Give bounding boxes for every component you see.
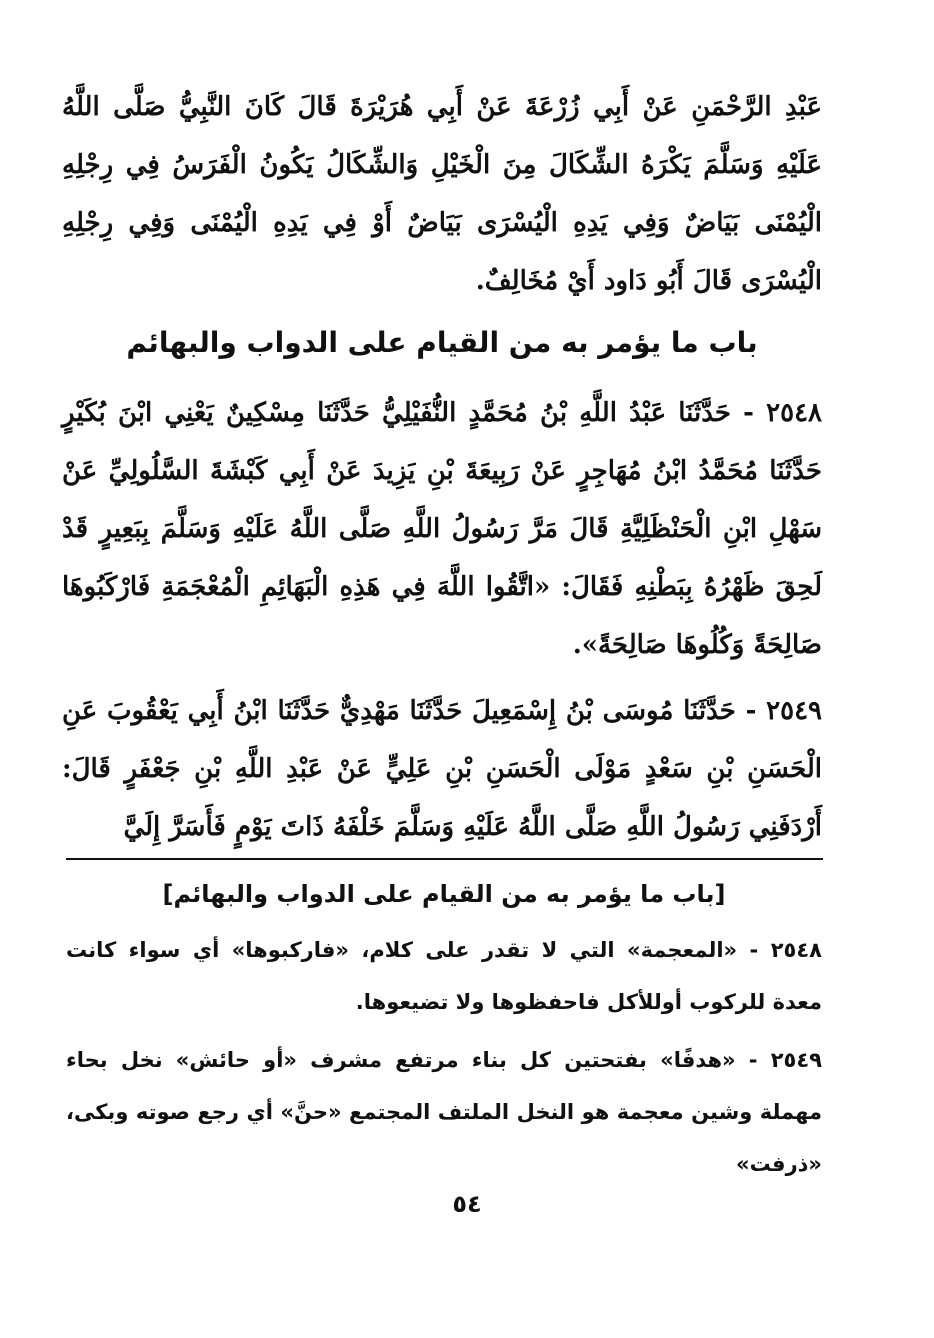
hadith-text: حَدَّثَنَا عَبْدُ اللَّهِ بْنُ مُحَمَّدٍ النُّفَيْلِيُّ حَدَّثَنَا مِسْكِينٌ يَعْنِي ابْنَ بُكَيْرٍ حَدَّثَنَا مُحَمَّدُ ابْنُ مُهَاجِرٍ عَنْ رَبِيعَةَ بْنِ يَزِيدَ عَنْ أَبِي كَبْشَةَ السَّلُولِيِّ عَنْ سَهْلِ ابْنِ الْحَنْظَلِيَّةِ قَالَ مَرَّ رَسُولُ اللَّهِ صَلَّى اللَّهُ عَلَيْهِ وَسَلَّمَ بِبَعِيرٍ قَدْ لَحِقَ ظَهْرُهُ بِبَطْنِهِ فَقَالَ: «اتَّقُوا اللَّهَ فِي هَذِهِ الْبَهَائِمِ الْمُعْجَمَةِ فَارْكَبُوهَا صَالِحَةً وَكُلُوهَا صَالِحَةً». (62, 398, 822, 660)
hadith-number: ٢٥٤٨ (766, 398, 822, 428)
footnotes-heading: [باب ما يؤمر به من القيام على الدواب والبهائم] (162, 880, 726, 908)
footnote-number: ٢٥٤٩ (770, 1048, 822, 1072)
footnote-divider (66, 858, 823, 860)
hadith-2549: ٢٥٤٩ - حَدَّثَنَا مُوسَى بْنُ إِسْمَعِيلَ حَدَّثَنَا مَهْدِيٌّ حَدَّثَنَا ابْنُ أَبِي يَعْقُوبَ عَنِ الْحَسَنِ بْنِ سَعْدٍ مَوْلَى الْحَسَنِ بْنِ عَلِيٍّ عَنْ عَبْدِ اللَّهِ بْنِ جَعْفَرٍ قَالَ: أَرْدَفَنِي رَسُولُ اللَّهِ صَلَّى اللَّهُ عَلَيْهِ وَسَلَّمَ خَلْفَهُ ذَاتَ يَوْمٍ فَأَسَرَّ إِلَيَّ (62, 696, 822, 842)
chapter-title: باب ما يؤمر به من القيام على الدواب والبهائم (126, 326, 758, 359)
page-number: ٥٤ (452, 1190, 482, 1218)
footnote-2548: ٢٥٤٨ - «المعجمة» التي لا تقدر على كلام، «فاركبوها» أي سواء كانت معدة للركوب أوللأكل فاحفظوها ولا تضيعوها. (66, 938, 822, 1014)
footnote-number: ٢٥٤٨ (770, 938, 822, 962)
intro-paragraph: عَبْدِ الرَّحْمَنِ عَنْ أَبِي زُرْعَةَ عَنْ أَبِي هُرَيْرَةَ قَالَ كَانَ النَّبِيُّ صَلَّى اللَّهُ عَلَيْهِ وَسَلَّمَ يَكْرَهُ الشِّكَالَ مِنَ الْخَيْلِ وَالشِّكَالُ يَكُونُ الْفَرَسُ فِي رِجْلِهِ الْيُمْنَى بَيَاضٌ وَفِي يَدِهِ الْيُسْرَى بَيَاضٌ أَوْ فِي يَدِهِ الْيُمْنَى وَفِي رِجْلِهِ الْيُسْرَى قَالَ أَبُو دَاود أَيْ مُخَالِفٌ. (62, 92, 822, 296)
footnote-text: «المعجمة» التي لا تقدر على كلام، «فاركبوها» أي سواء كانت معدة للركوب أوللأكل فاحفظوها ولا تضيعوها. (66, 938, 822, 1014)
footnote-text: «هدفًا» بفتحتين كل بناء مرتفع مشرف «أو حائش» نخل بحاء مهملة وشين معجمة هو النخل الملتف المجتمع «حنَّ» أي رجع صوته وبكى، «ذرفت» (66, 1048, 822, 1176)
hadith-number: ٢٥٤٩ (766, 696, 822, 726)
hadith-2548: ٢٥٤٨ - حَدَّثَنَا عَبْدُ اللَّهِ بْنُ مُحَمَّدٍ النُّفَيْلِيُّ حَدَّثَنَا مِسْكِينٌ يَعْنِي ابْنَ بُكَيْرٍ حَدَّثَنَا مُحَمَّدُ ابْنُ مُهَاجِرٍ عَنْ رَبِيعَةَ بْنِ يَزِيدَ عَنْ أَبِي كَبْشَةَ السَّلُولِيِّ عَنْ سَهْلِ ابْنِ الْحَنْظَلِيَّةِ قَالَ مَرَّ رَسُولُ اللَّهِ صَلَّى اللَّهُ عَلَيْهِ وَسَلَّمَ بِبَعِيرٍ قَدْ لَحِقَ ظَهْرُهُ بِبَطْنِهِ فَقَالَ: «اتَّقُوا اللَّهَ فِي هَذِهِ الْبَهَائِمِ الْمُعْجَمَةِ فَارْكَبُوهَا صَالِحَةً وَكُلُوهَا صَالِحَةً». (62, 398, 822, 660)
hadith-text: حَدَّثَنَا مُوسَى بْنُ إِسْمَعِيلَ حَدَّثَنَا مَهْدِيٌّ حَدَّثَنَا ابْنُ أَبِي يَعْقُوبَ عَنِ الْحَسَنِ بْنِ سَعْدٍ مَوْلَى الْحَسَنِ بْنِ عَلِيٍّ عَنْ عَبْدِ اللَّهِ بْنِ جَعْفَرٍ قَالَ: أَرْدَفَنِي رَسُولُ اللَّهِ صَلَّى اللَّهُ عَلَيْهِ وَسَلَّمَ خَلْفَهُ ذَاتَ يَوْمٍ فَأَسَرَّ إِلَيَّ (62, 696, 822, 842)
main-text (62, 78, 822, 864)
footnote-2549: ٢٥٤٩ - «هدفًا» بفتحتين كل بناء مرتفع مشرف «أو حائش» نخل بحاء مهملة وشين معجمة هو النخل الملتف المجتمع «حنَّ» أي رجع صوته وبكى، «ذرفت» (66, 1048, 822, 1176)
footnotes (66, 868, 822, 1196)
